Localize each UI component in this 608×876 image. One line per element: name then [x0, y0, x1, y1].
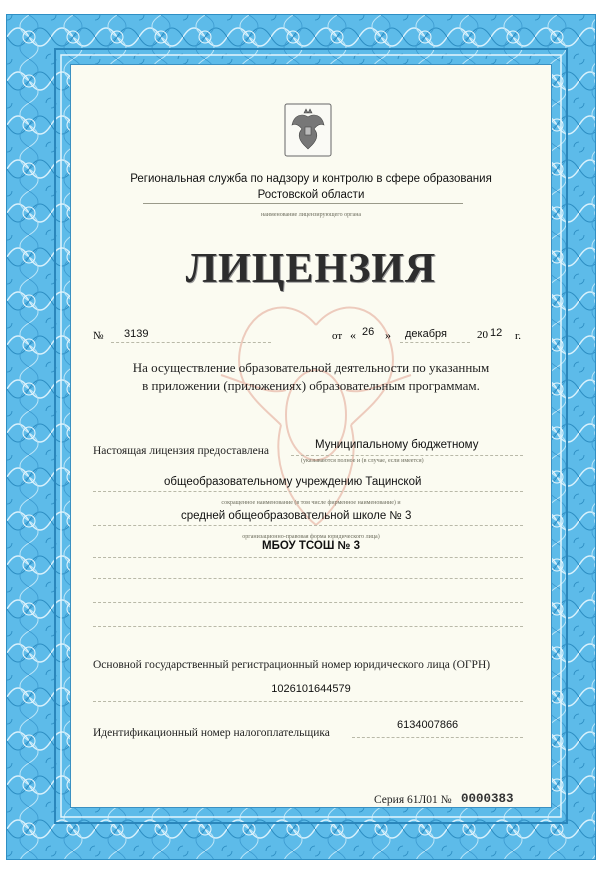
decorative-border: [6, 14, 596, 860]
issuing-body-caption: наименование лицензирующего органа: [260, 212, 362, 218]
ogrn-label: Основной государственный регистрационный номер юридического лица (ОГРН): [93, 659, 491, 671]
issuing-body-line2: Ростовской области: [257, 189, 365, 201]
inn-label: Идентификационный номер налогоплательщика: [93, 727, 330, 739]
from-label: от: [332, 330, 343, 342]
empty-line3: [93, 626, 523, 627]
ogrn-value: 1026101644579: [271, 683, 351, 695]
licensee-label: Настоящая лицензия предоставлена: [93, 445, 269, 457]
license-number: 3139: [124, 328, 149, 340]
document-body: [70, 64, 552, 808]
eagle-watermark: [211, 285, 421, 545]
license-month: декабря: [405, 328, 447, 340]
licensee-value-line2: общеобразовательному учреждению Тацинской: [164, 476, 422, 488]
year-label: г.: [515, 330, 522, 342]
license-year: 12: [490, 327, 503, 339]
purpose-line1: На осуществление образовательной деятельности по указанным: [132, 360, 490, 375]
purpose-line2: в приложении (приложениях) образовательным программам.: [142, 378, 480, 393]
licensee-value-line1: Муниципальному бюджетному: [315, 439, 479, 451]
number-underline: [111, 342, 271, 343]
issuing-body-underline: [143, 203, 463, 204]
licensee-caption3: организационно-правовая форма юридического лица): [242, 534, 380, 540]
number-label: №: [93, 330, 104, 342]
month-underline: [400, 342, 470, 343]
open-quote: «: [350, 328, 356, 342]
licensee-underline2: [93, 491, 523, 492]
licensee-value-line3: средней общеобразовательной школе № 3: [181, 510, 412, 522]
short-name-underline: [93, 557, 523, 558]
licensee-caption2: сокращенное наименование (в том числе фирменное наименование) и: [221, 500, 401, 506]
inn-value: 6134007866: [397, 719, 459, 731]
licensee-caption1: (указываются полное и (в случае, если имеется): [301, 458, 424, 464]
licensee-underline3: [93, 525, 523, 526]
document-title: ЛИЦЕНЗИЯ: [185, 246, 437, 292]
licensee-short-name: МБОУ ТСОШ № 3: [261, 540, 360, 552]
close-quote: »: [385, 328, 391, 342]
inn-underline: [352, 737, 523, 738]
empty-line2: [93, 602, 523, 603]
series-label: Серия 61Л01 №: [374, 794, 452, 806]
empty-line1: [93, 578, 523, 579]
issuing-body-line1: Региональная служба по надзору и контролю в сфере образования: [130, 173, 492, 185]
licensee-underline1: [291, 455, 523, 456]
emblem-icon: [284, 103, 332, 157]
ogrn-underline: [93, 701, 523, 702]
year-prefix: 20: [477, 329, 488, 341]
series-number: 0000383: [461, 792, 514, 806]
license-day: 26: [362, 326, 375, 338]
